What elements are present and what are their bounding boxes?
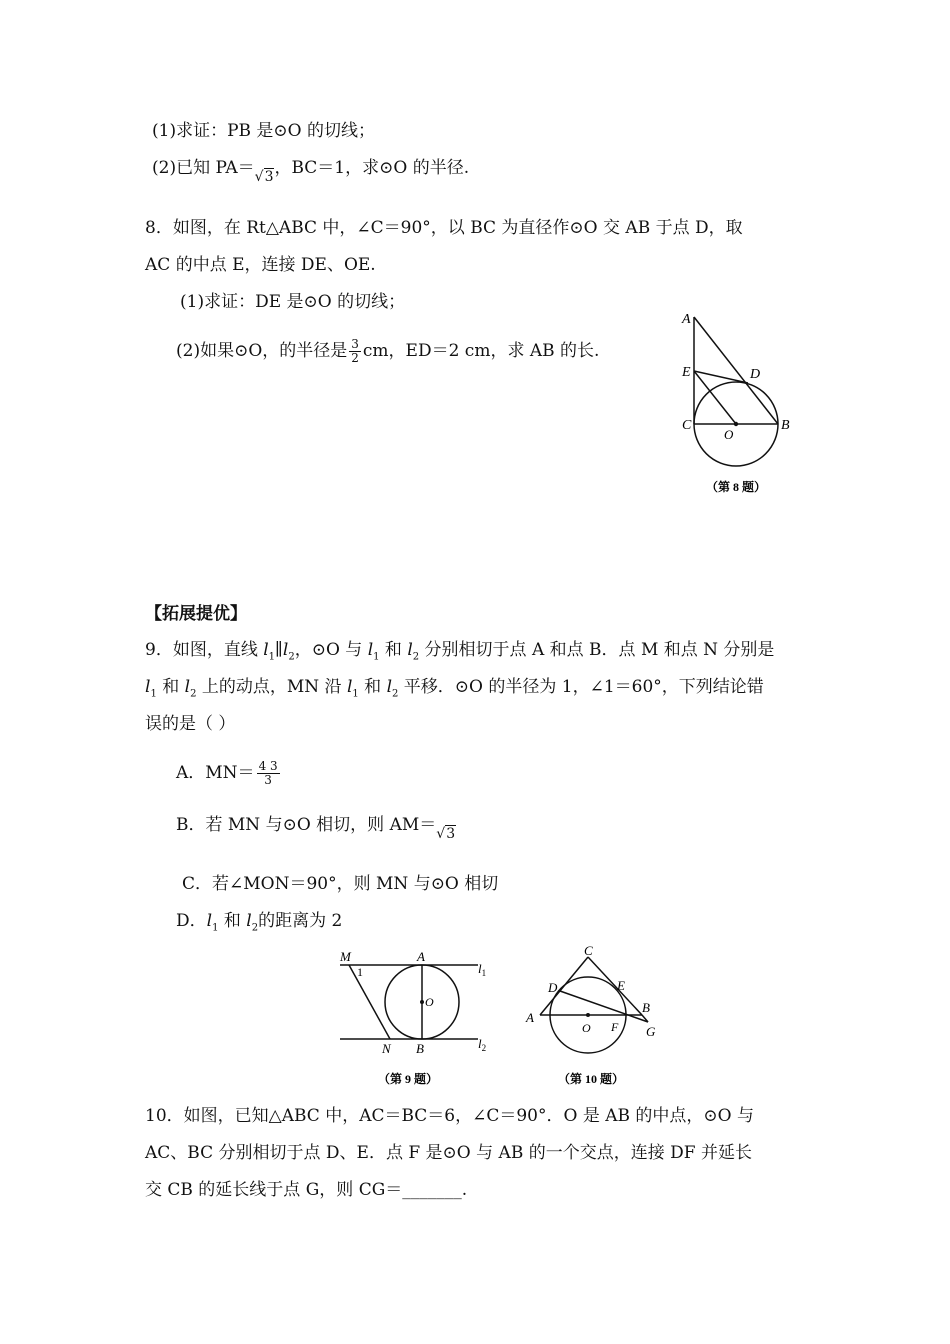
q9-l1-a: 9．如图，直线 [145,640,264,660]
segment-mn [349,965,390,1039]
q10-line2: AC、BC 分别相切于点 D、E．点 F 是⊙O 与 AB 的一个交点，连接 DF 并延长 [145,1143,752,1163]
label-a: A [526,1010,534,1025]
segment-ab [694,317,778,424]
q9-option-d [176,910,342,939]
label-o: O [724,427,734,442]
q9-option-a-text: A．MN＝ [176,763,255,783]
q8-frac-num: 3 [351,337,359,351]
label-b: B [781,418,790,433]
l-symbol: l [407,640,413,660]
sub-1: 1 [352,688,359,700]
sub-2: 2 [190,688,197,700]
center-dot [734,422,738,426]
q9-line3: 误的是（ ） [145,714,236,734]
q8-frac-den: 2 [351,351,359,365]
l-symbol: l [346,677,353,697]
q9-opt-a-den: 3 [264,773,272,787]
q10-figure [520,945,670,1095]
q9-option-c: C．若∠MON＝90°，则 MN 与⊙O 相切 [182,874,499,894]
label-e: E [682,365,691,380]
label-b: B [416,1041,424,1056]
sub-2: 2 [288,651,295,663]
q8-part1: (1)求证：DE 是⊙O 的切线； [180,292,406,312]
sub-2: 2 [251,922,259,934]
segment-cb [588,957,642,1015]
q9-line1 [145,639,774,668]
label-d: D [750,367,761,382]
q10-line3: 交 CB 的延长线于点 G，则 CG＝_______. [145,1180,468,1200]
q9-l2-c: 和 [358,677,387,697]
q9-option-d-a: D． [176,911,207,931]
q7-part2-text-a: (2)已知 PA＝ [152,158,255,178]
label-c: C [584,945,593,958]
sub-2: 2 [392,688,399,700]
l-symbol: l [184,677,191,697]
q7-part2 [152,157,469,188]
q9-option-a-fraction [257,760,280,787]
q8-line1: 8．如图，在 Rt△ABC 中，∠C＝90°，以 BC 为直径作⊙O 交 AB 于点 D，取 [145,218,743,238]
q9-opt-a-num: 4 3 [258,759,278,773]
label-m: M [340,949,351,964]
q9-option-b-text: B．若 MN 与⊙O 相切，则 AM＝ [176,815,437,835]
label-g: G [646,1024,656,1039]
q9-l1-d: 分别相切于点 A 和点 B．点 M 和点 N 分别是 [419,640,775,660]
label-o: O [425,995,434,1009]
q9-opt-b-sqrt: 3 [446,826,456,842]
q9-l1-b: ，⊙O 与 [294,640,368,660]
label-a: A [417,949,425,964]
label-f: F [611,1020,619,1034]
label-n: N [382,1041,391,1056]
q9-l2-b: 上的动点，MN 沿 [196,677,347,697]
q8-fraction [349,338,361,365]
l-symbol: l [263,640,269,660]
q7-part1: (1)求证：PB 是⊙O 的切线； [152,121,376,141]
q9-line2 [145,676,764,705]
q10-line1: 10．如图，已知△ABC 中，AC＝BC＝6，∠C＝90°．O 是 AB 的中点，⊙O 与 [145,1106,755,1126]
q8-figure [670,305,810,505]
q9-option-b [176,814,456,845]
sub-2: 2 [412,651,420,663]
q9-option-d-b: 和 [218,911,247,931]
q8-caption: （第 8 题） [706,480,767,494]
label-l2: $l_2$ [478,1036,487,1053]
q8-part2-text-b: cm，ED＝2 cm，求 AB 的长. [362,341,600,361]
center-dot [586,1013,590,1017]
label-b: B [642,1000,650,1015]
parallel-symbol: ∥ [275,640,283,660]
q7-sqrt-value: 3 [264,169,274,185]
l-symbol: l [367,640,374,660]
sub-1: 1 [212,922,219,934]
sqrt-symbol: √3 [254,169,274,185]
q8-line2: AC 的中点 E，连接 DE、OE. [145,255,376,275]
l-symbol: l [206,911,213,931]
l-symbol: l [145,677,151,697]
q7-part2-text-b: ，BC＝1，求⊙O 的半径. [274,158,470,178]
q9-l1-c: 和 [379,640,408,660]
label-angle-1: 1 [357,965,363,979]
q10-caption: （第 10 题） [558,1072,625,1086]
q9-option-d-c: 的距离为 2 [258,911,343,931]
l-symbol: l [386,677,392,697]
section-title: 【拓展提优】 [145,604,247,624]
q9-figure [330,945,500,1095]
q9-l2-d: 平移．⊙O 的半径为 1，∠1＝60°，下列结论错 [398,677,764,697]
center-dot [420,1000,424,1004]
label-e: E [617,978,625,993]
label-a: A [682,312,691,327]
q9-l2-a: 和 [156,677,185,697]
sub-1: 1 [268,651,276,663]
label-o: O [582,1021,591,1035]
l-symbol: l [282,640,289,660]
label-d: D [548,980,558,995]
q9-caption: （第 9 题） [378,1072,439,1086]
q9-option-a [176,760,282,787]
sub-1: 1 [150,688,157,700]
sqrt-symbol: √3 [436,826,456,842]
l-symbol: l [246,911,252,931]
sub-1: 1 [373,651,380,663]
label-c: C [682,418,692,433]
q8-part2 [176,338,599,365]
label-l1: $l_1$ [478,961,487,978]
q8-part2-text-a: (2)如果⊙O，的半径是 [176,341,348,361]
